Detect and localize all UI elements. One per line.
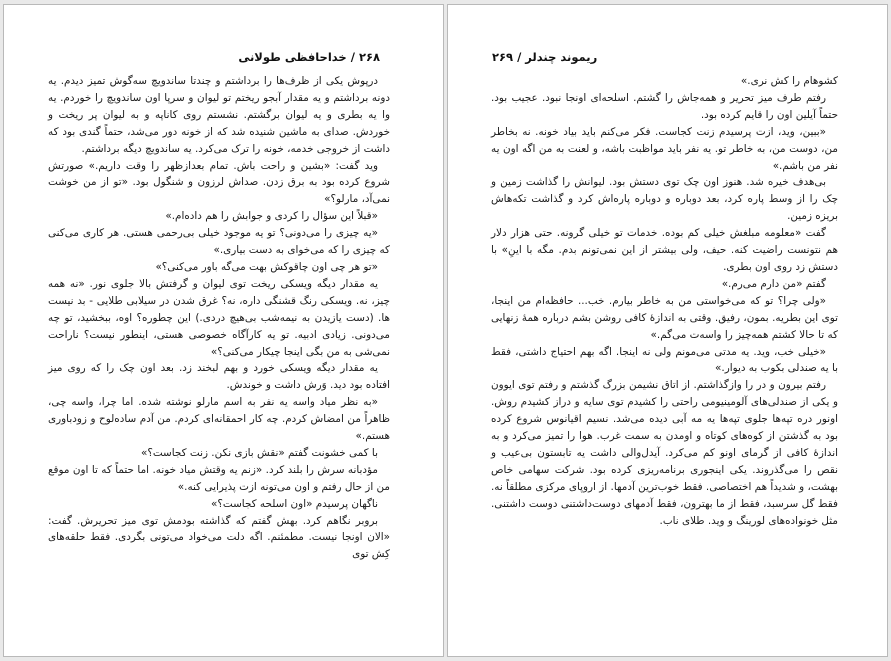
paragraph: «قبلاً این سؤال را کردی و جوابش را هم داده‌ام.» <box>165 210 378 223</box>
paragraph: گفتم «من دارم می‌رم.» <box>721 277 826 290</box>
left-page <box>3 4 444 657</box>
paragraph: «ولی چرا؟ تو که می‌خواستی من به خاطر بیارم. خب... حافظه‌ام من اینجا، توی این بطریه. بمون، رفیق. وقتی به اندازهٔ کافی روشن بشم درباره همهٔ زنهایی که تا حالا کشتم همه‌چیز را واسه‌ت می‌گم.» <box>491 294 838 341</box>
paragraph: «به نظر میاد واسه یه نفر به اسم مارلو نوشته شده. اما چرا، واسه چی، ظاهراً من امضاش کردم. چه کار احمقانه‌ای کردم. من آدم ساده‌لوح و زودباوری هستم.» <box>48 396 390 443</box>
paragraph: بی‌هدف خیره شد. هنوز اون چک توی دستش بود. لیوانش را گذاشت زمین و چک را از وسط پاره کرد، بعد دوباره و دوباره پاره‌اش کرد و گذاشت تکه‌هاش بریزه زمین. <box>491 176 838 223</box>
paragraph: وید گفت: «بشین و راحت باش. تمام بعدازظهر را وقت داریم.» صورتش شروع کرده بود به برق زدن. صداش لرزون و شنگول بود. «تو از من خوشت نمی‌آد، مارلو؟» <box>48 159 390 206</box>
paragraph: رفتم بیرون و در را وازگذاشتم. از اتاق نشیمن بزرگ گذشتم و رفتم توی ایوون و یکی از صندلی‌های آلومینیومی راحتی را کشیدم توی سایه و دراز کشیدم روش. اونور دره تپه‌ها جلوی تپه‌ها یه مه آبی دیده می‌شد. نسیم اقیانوس شروع کرده بود به گذشتن از کوه‌های کوتاه و اومدن به سمت غرب. هوا را تمیز می‌کرد و به اندازهٔ کافی از گرمای اونو کم می‌کرد. آیدل‌والی داشت یه تابستون بی‌عیب و نقص را می‌گذروند. یکی اینجوری برنامه‌ریزی کرده بود. شرکت سهامی خاص بهشت، و شدیداً هم اختصاصی. فقط خوب‌ترین آدمها. از اروپای مرکزی مطلقاً نه. فقط گل سرسبد، فقط از ما بهترون، فقط آدمهای دوست‌داشتنی دوست داشتنی. مثل خونواده‌های لورینگ و وید. طلای ناب. <box>491 379 838 527</box>
paragraph: گفت «معلومه مبلغش خیلی کم بوده. خدمات تو خیلی گرونه. حتی هزار دلار هم نتونست راضیت کنه. حیف، ولی بیشتر از این نمی‌تونم بدم. مگه با اینِ» با دستش زد روی اون بطری. <box>491 227 838 273</box>
paragraph: رفتم طرف میز تحریر و همه‌جاش را گشتم. اسلحه‌ای اونجا نبود. عجیب بود. حتماً آیلین اون را قایم کرده بود. <box>491 91 838 121</box>
paragraph: درپوش یکی از ظرف‌ها را برداشتم و چندتا ساندویچ سه‌گوش تمیز دیدم. یه دونه برداشتم و یه مقدار آبجو ریختم تو لیوان و سرپا اون ساندویچ را خوردم. یه وا یه بطری و یه لیوان برگشتم. نشستم روی کاناپه و به لیوان پر ریخت و خوردش. صدای به ماشین شنیده شد که از خونه دور می‌شد، حتماً گندی بود که داشت از خروجی خدمه، خونه را ترک می‌کرد. یه ساندویچ دیگه برداشتم. <box>48 75 390 155</box>
page-body <box>48 73 390 563</box>
paragraph: «ببین، وید، ازت پرسیدم زنت کجاست. فکر می‌کنم باید بیاد خونه. نه بخاطر من، دوست من، به خاطر تو. یه نفر باید مواظبت باشه، و لعنت به من اگه اون یه نفر من باشم.» <box>491 125 838 172</box>
page-body <box>491 73 838 529</box>
right-page <box>447 4 888 657</box>
paragraph: «یه چیزی را می‌دونی؟ تو یه موجود خیلی بی‌رحمی هستی. هر کاری می‌کنی که چیزی را که می‌خوای به دست بیاری.» <box>48 227 390 257</box>
paragraph: ناگهان پرسیدم «اون اسلحه کجاست؟» <box>211 497 378 510</box>
paragraph: با کمی خشونت گفتم «نقش بازی نکن. زنت کجاست؟» <box>140 446 378 459</box>
paragraph: بروبر نگاهم کرد. بهش گفتم که گذاشته بودمش توی میز تحریرش. گفت: «الان اونجا نیست. مطمئنم. اگه دلت می‌خواد می‌تونی بگردی. فقط حلقه‌های کِش توی <box>48 514 390 561</box>
paragraph: «خیلی خب، وید. یه مدتی می‌مونم ولی نه اینجا. اگه بهم احتیاج داشتی، فقط با یه صندلی بکوب به دیوار.» <box>491 345 838 375</box>
paragraph: کشوهام را کش نری.» <box>740 75 838 87</box>
page-header: ریموند چندلر / ۲۶۹ <box>492 50 598 64</box>
paragraph: «تو هر چی اون چاقوکش بهت می‌گه باور می‌کنی؟» <box>155 260 378 273</box>
paragraph: مؤدبانه سرش را بلند کرد. «زنم یه وقتش میاد خونه. اما حتماً که تا اون موقع من از حال رفتم و اون می‌تونه ازت پذیرایی کنه.» <box>48 463 390 493</box>
paragraph: یه مقدار دیگه ویسکی خورد و بهم لبخند زد. بعد اون چک را که روی میز افتاده بود دید. وَرش داشت و خوندش. <box>48 362 390 392</box>
paragraph: یه مقدار دیگه ویسکی ریخت توی لیوان و گرفتش بالا جلوی نور. «نه همه چیز، نه. ویسکی رنگ قشنگی داره، نه؟ غرق شدن در سیلابی طلایی - بد نیست ها. (دست یازیدن به نیمه‌شب بی‌هیچ دردی.) این چطوره؟ اوه، ببخشید، تو چه می‌دونی. زیادی ادبیه. تو یه کارآگاه خصوصی هستی، اینطور نیست؟ ناراحت نمی‌شی به من بگی اینجا چیکار می‌کنی؟» <box>48 277 390 358</box>
page-header: ۲۶۸ / خداحافظی طولانی <box>238 50 380 64</box>
